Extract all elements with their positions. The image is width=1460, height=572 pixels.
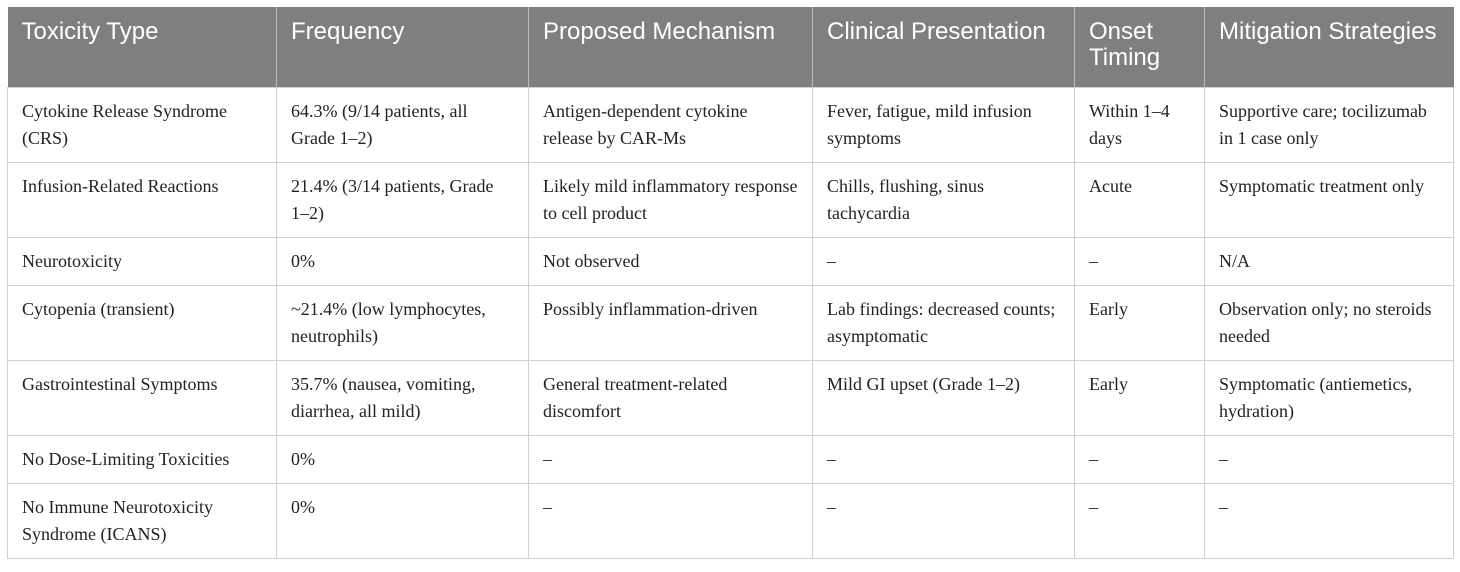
cell-mitigation: N/A [1205,238,1454,286]
header-mitigation-strategies: Mitigation Strategies [1205,7,1454,88]
table-row [8,163,1454,238]
cell-mitigation: Symptomatic treatment only [1205,163,1454,238]
header-proposed-mechanism: Proposed Mechanism [529,7,813,88]
header-onset-timing: Onset Timing [1075,7,1205,88]
toxicity-table [7,7,1454,559]
cell-mechanism: Not observed [529,238,813,286]
cell-mitigation: – [1205,436,1454,484]
cell-mechanism: – [529,436,813,484]
cell-presentation: Fever, fatigue, mild infusion symptoms [813,88,1075,163]
cell-mechanism: Antigen-dependent cytokine release by CAR-Ms [529,88,813,163]
cell-presentation: Lab findings: decreased counts; asymptomatic [813,286,1075,361]
header-clinical-presentation: Clinical Presentation [813,7,1075,88]
cell-mitigation: Symptomatic (antiemetics, hydration) [1205,361,1454,436]
cell-toxicity-type: Gastrointestinal Symptoms [8,361,277,436]
cell-toxicity-type: Cytopenia (transient) [8,286,277,361]
cell-mechanism: Possibly inflammation-driven [529,286,813,361]
cell-frequency: 0% [277,436,529,484]
cell-mechanism: General treatment-related discomfort [529,361,813,436]
cell-presentation: – [813,238,1075,286]
table-row [8,88,1454,163]
table-row [8,238,1454,286]
cell-frequency: 35.7% (nausea, vomiting, diarrhea, all mild) [277,361,529,436]
cell-presentation: Chills, flushing, sinus tachycardia [813,163,1075,238]
header-frequency: Frequency [277,7,529,88]
cell-presentation: Mild GI upset (Grade 1–2) [813,361,1075,436]
table-header [8,7,1454,88]
cell-onset: Within 1–4 days [1075,88,1205,163]
cell-toxicity-type: Neurotoxicity [8,238,277,286]
cell-onset: Early [1075,286,1205,361]
cell-frequency: 0% [277,484,529,559]
cell-frequency: ~21.4% (low lymphocytes, neutrophils) [277,286,529,361]
cell-mitigation: Observation only; no steroids needed [1205,286,1454,361]
table-row [8,286,1454,361]
cell-onset: Early [1075,361,1205,436]
cell-mechanism: Likely mild inflammatory response to cell product [529,163,813,238]
cell-presentation: – [813,436,1075,484]
cell-mitigation: – [1205,484,1454,559]
cell-presentation: – [813,484,1075,559]
table-row [8,436,1454,484]
table-row [8,361,1454,436]
cell-onset: – [1075,238,1205,286]
cell-frequency: 0% [277,238,529,286]
table-row [8,484,1454,559]
cell-toxicity-type: Infusion-Related Reactions [8,163,277,238]
cell-toxicity-type: No Immune Neurotoxicity Syndrome (ICANS) [8,484,277,559]
header-row [8,7,1454,88]
cell-toxicity-type: No Dose-Limiting Toxicities [8,436,277,484]
cell-mechanism: – [529,484,813,559]
cell-frequency: 21.4% (3/14 patients, Grade 1–2) [277,163,529,238]
cell-onset: Acute [1075,163,1205,238]
cell-mitigation: Supportive care; tocilizumab in 1 case only [1205,88,1454,163]
cell-toxicity-type: Cytokine Release Syndrome (CRS) [8,88,277,163]
cell-frequency: 64.3% (9/14 patients, all Grade 1–2) [277,88,529,163]
cell-onset: – [1075,436,1205,484]
table-body [8,88,1454,559]
header-toxicity-type: Toxicity Type [8,7,277,88]
toxicity-table-container [7,7,1453,559]
cell-onset: – [1075,484,1205,559]
